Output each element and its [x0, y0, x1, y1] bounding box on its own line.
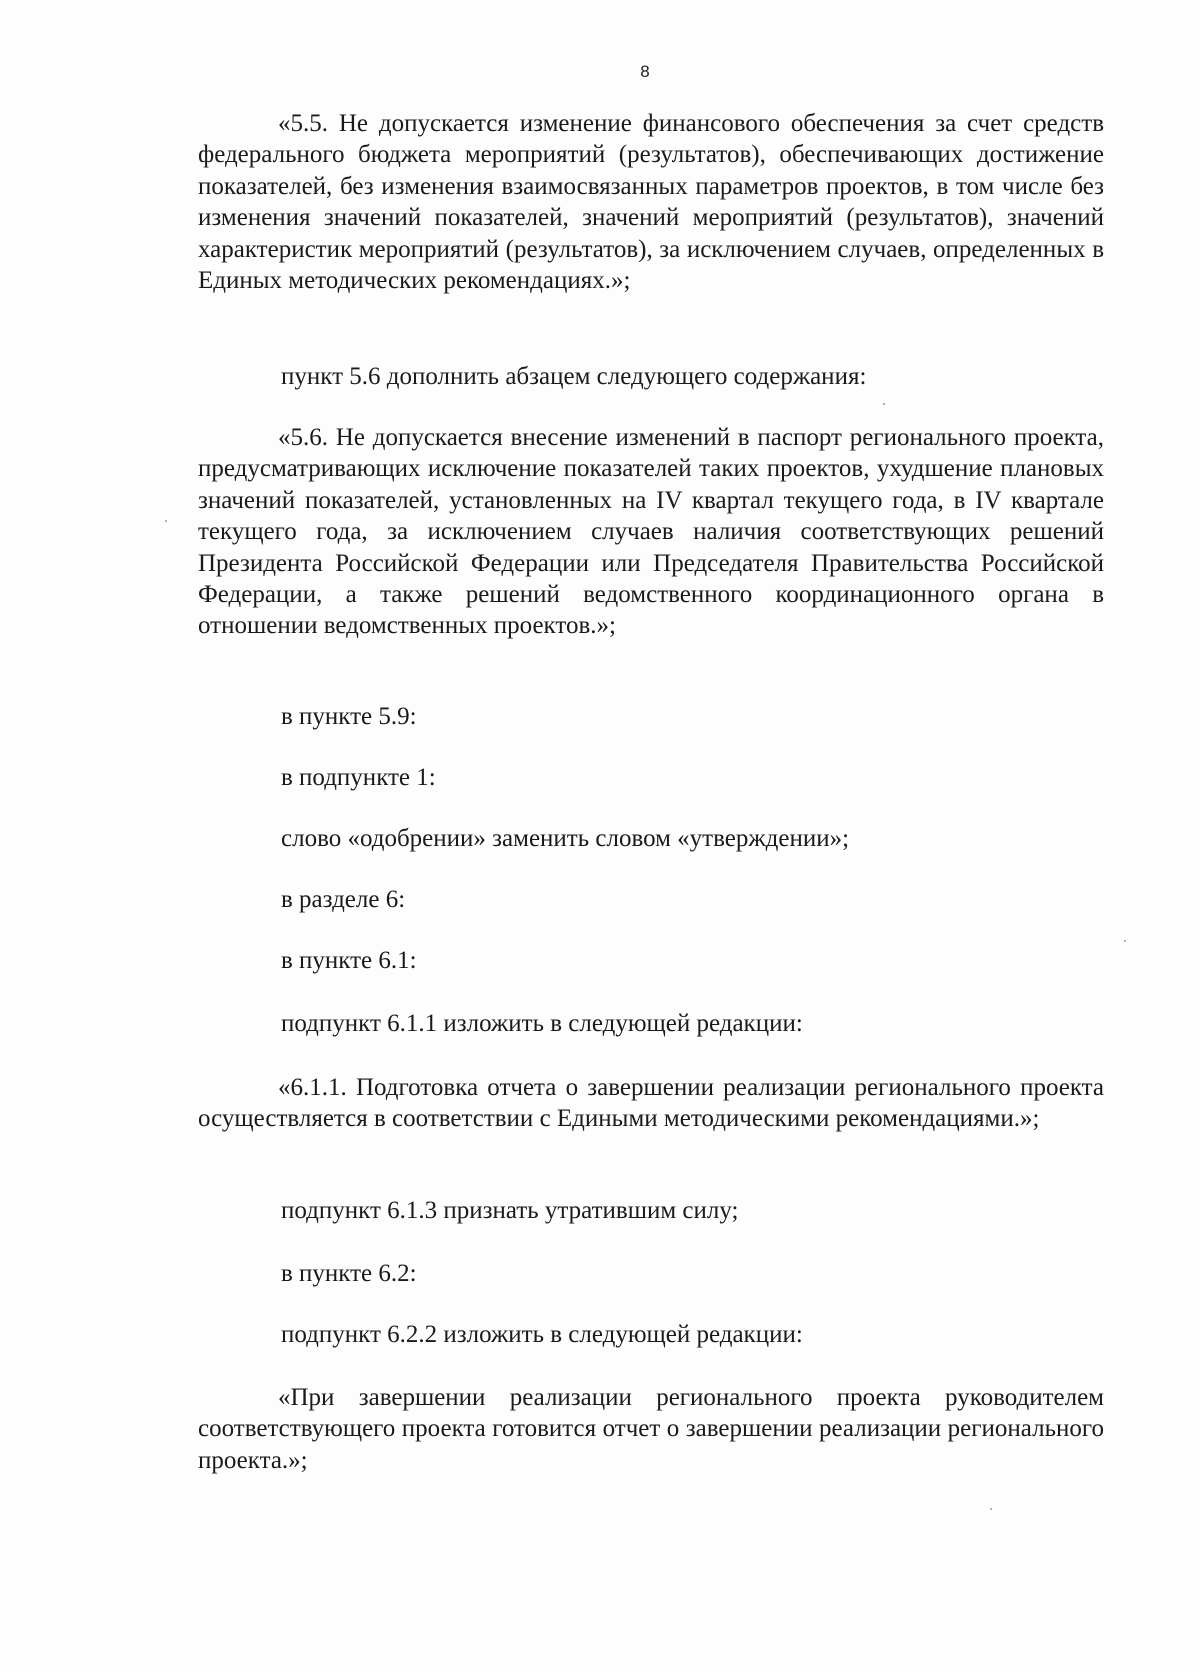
paragraph-in-section-6: в разделе 6: — [281, 886, 406, 913]
scan-speck — [883, 403, 885, 405]
page-number: 8 — [640, 62, 650, 81]
paragraph-6-1-1: «6.1.1. Подготовка отчета о завершении реализации регионального проекта осуществляется в соответствии с Едиными методическими рекомендациями.»; — [198, 1074, 1104, 1133]
paragraph-6-2-2: «При завершении реализации регионального проекта руководителем соответствующего проекта готовится отчет о завершении реализации регионального проекта.»; — [198, 1384, 1104, 1474]
paragraph-6-1-3: подпункт 6.1.3 признать утратившим силу; — [281, 1197, 739, 1224]
paragraph-6-2-2-intro: подпункт 6.2.2 изложить в следующей редакции: — [281, 1321, 803, 1348]
paragraph-in-item-6-1: в пункте 6.1: — [281, 947, 417, 974]
paragraph-in-item-6-2: в пункте 6.2: — [281, 1260, 417, 1287]
paragraph-in-item-5-9: в пункте 5.9: — [281, 703, 417, 730]
paragraph-6-1-1-intro: подпункт 6.1.1 изложить в следующей редакции: — [281, 1010, 803, 1037]
scan-speck — [1124, 940, 1126, 942]
paragraph-5-5: «5.5. Не допускается изменение финансового обеспечения за счет средств федерального бюджета мероприятий (результатов), обеспечивающих достижение показателей, без изменения взаимосвязанных параметров проектов, в том числе без изменения значений показателей, значений мероприятий (результатов), значений характеристик мероприятий (результатов), за исключением случаев, определенных в Единых методических рекомендациях.»; — [198, 110, 1104, 295]
scan-speck — [165, 520, 167, 522]
scan-speck — [990, 1508, 992, 1510]
paragraph-5-6-intro: пункт 5.6 дополнить абзацем следующего содержания: — [281, 363, 867, 390]
paragraph-replace-word: слово «одобрении» заменить словом «утверждении»; — [281, 825, 850, 852]
paragraph-5-6: «5.6. Не допускается внесение изменений в паспорт регионального проекта, предусматривающих исключение показателей таких проектов, ухудшение плановых значений показателей, установленных на IV квартал текущего года, в IV квартале текущего года, за исключением случаев наличия соответствующих решений Президента Российской Федерации или Председателя Правительства Российской Федерации, а также решений ведомственного координационного органа в отношении ведомственных проектов.»; — [198, 424, 1104, 640]
paragraph-in-subitem-1: в подпункте 1: — [281, 764, 436, 791]
